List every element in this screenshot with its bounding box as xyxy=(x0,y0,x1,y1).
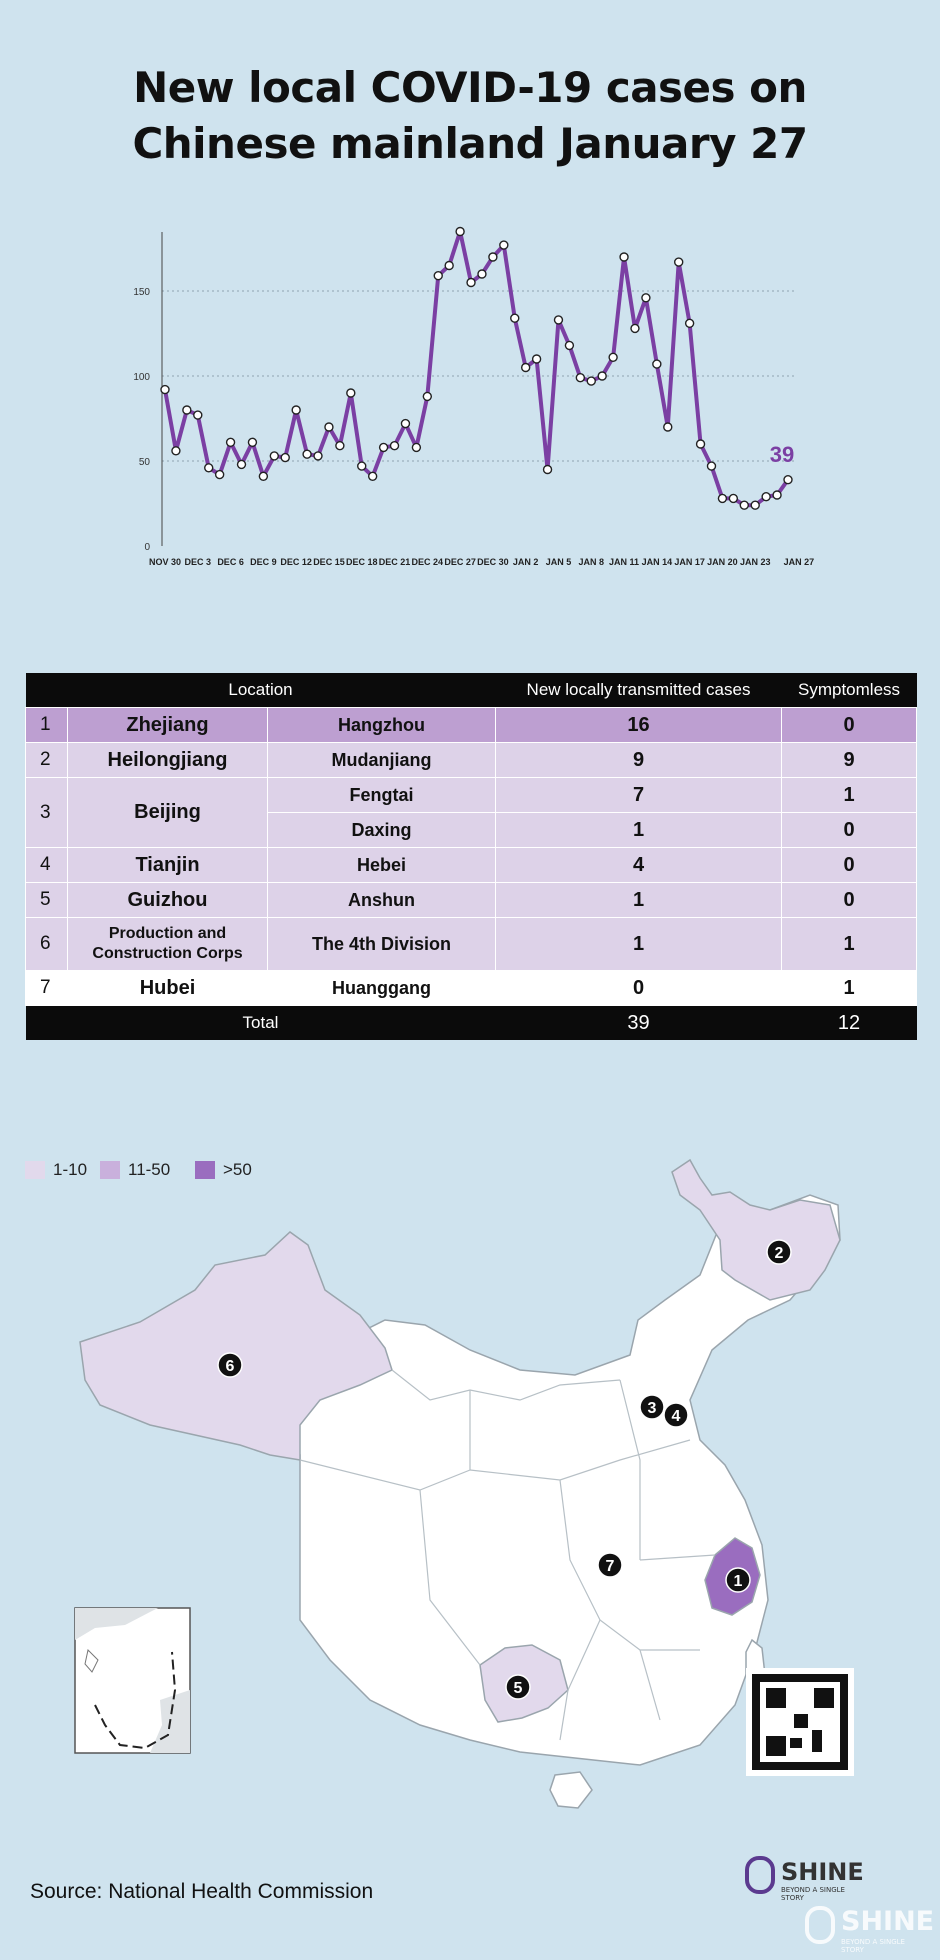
province-line-2: Construction Corps xyxy=(92,945,243,962)
legend-label: 11-50 xyxy=(128,1160,171,1179)
row-province: Guizhou xyxy=(68,883,268,918)
title-line-1: New local COVID-19 cases on xyxy=(133,63,807,112)
row-index: 7 xyxy=(26,971,68,1006)
row-city: Huanggang xyxy=(268,971,496,1006)
x-tick-label: JAN 8 xyxy=(578,557,605,567)
island-hainan xyxy=(550,1772,592,1808)
x-tick-label: JAN 11 xyxy=(609,557,640,567)
row-symptomless: 1 xyxy=(782,918,917,971)
watermark-s-icon xyxy=(805,1906,835,1944)
shine-logo xyxy=(745,1852,865,1902)
logo-word: SHINE xyxy=(781,1858,864,1886)
map-marker-label: 7 xyxy=(605,1558,615,1575)
x-tick-label: DEC 30 xyxy=(477,557,509,567)
shine-watermark xyxy=(805,1900,935,1954)
row-cases: 1 xyxy=(496,918,782,971)
south-china-sea-inset xyxy=(75,1608,190,1753)
row-symptomless: 0 xyxy=(782,813,917,848)
x-tick-label: DEC 12 xyxy=(280,557,312,567)
x-tick-label: JAN 2 xyxy=(512,557,539,567)
title-line-2: Chinese mainland January 27 xyxy=(132,119,808,168)
row-index: 6 xyxy=(26,918,68,971)
header-location: Location xyxy=(26,673,496,708)
y-tick-label: 150 xyxy=(133,287,150,298)
y-tick-label: 50 xyxy=(138,457,150,468)
logo-tagline: BEYOND A SINGLE STORY xyxy=(781,1886,845,1902)
x-tick-label: DEC 9 xyxy=(250,557,277,567)
last-value-label: 39 xyxy=(769,442,795,467)
row-symptomless: 0 xyxy=(782,708,917,743)
header-cases: New locally transmitted cases xyxy=(496,673,782,708)
x-tick-label: DEC 3 xyxy=(184,557,212,567)
row-index: 2 xyxy=(26,743,68,778)
total-label: Total xyxy=(26,1006,496,1041)
map-marker-label: 4 xyxy=(671,1408,681,1425)
row-city: The 4th Division xyxy=(268,918,496,971)
x-tick-label: DEC 18 xyxy=(345,557,378,567)
watermark-tagline: BEYOND A SINGLE STORY xyxy=(841,1938,905,1954)
x-tick-label: JAN 17 xyxy=(674,557,705,567)
x-tick-label: NOV 30 xyxy=(148,557,182,567)
legend-label: 1-10 xyxy=(53,1160,88,1179)
x-tick-label: DEC 24 xyxy=(411,557,444,567)
y-tick-label: 100 xyxy=(133,372,150,383)
row-province: Hubei xyxy=(68,971,268,1006)
row-cases: 9 xyxy=(496,743,782,778)
row-symptomless: 0 xyxy=(782,848,917,883)
x-tick-label: JAN 14 xyxy=(641,557,673,567)
map-marker-label: 6 xyxy=(225,1358,235,1375)
row-city: Mudanjiang xyxy=(268,743,496,778)
row-city: Fengtai xyxy=(268,778,496,813)
x-tick-label: JAN 5 xyxy=(545,557,572,567)
row-city: Anshun xyxy=(268,883,496,918)
header-symptomless: Symptomless xyxy=(782,673,917,708)
qr-code xyxy=(746,1668,854,1776)
row-symptomless: 1 xyxy=(782,778,917,813)
map-marker-label: 5 xyxy=(513,1680,523,1697)
row-symptomless: 0 xyxy=(782,883,917,918)
x-tick-label: JAN 23 xyxy=(739,557,771,567)
row-city: Daxing xyxy=(268,813,496,848)
row-symptomless: 1 xyxy=(782,971,917,1006)
row-cases: 7 xyxy=(496,778,782,813)
row-index: 4 xyxy=(26,848,68,883)
source-note: Source: National Health Commission xyxy=(30,1880,374,1903)
map-marker-label: 3 xyxy=(647,1400,657,1417)
row-province: Heilongjiang xyxy=(68,743,268,778)
x-tick-label: DEC 15 xyxy=(313,557,345,567)
row-cases: 4 xyxy=(496,848,782,883)
x-tick-label: JAN 27 xyxy=(783,557,815,567)
row-cases: 16 xyxy=(496,708,782,743)
row-province: Zhejiang xyxy=(68,708,268,743)
row-index: 5 xyxy=(26,883,68,918)
province-line-1: Production and xyxy=(108,925,227,942)
legend-label: >50 xyxy=(223,1160,252,1179)
row-city: Hebei xyxy=(268,848,496,883)
row-province: Beijing xyxy=(68,778,268,848)
watermark-word: SHINE xyxy=(841,1906,935,1937)
x-tick-label: DEC 6 xyxy=(217,557,244,567)
map-marker-label: 2 xyxy=(774,1245,784,1262)
row-index: 3 xyxy=(26,778,68,848)
logo-s-icon xyxy=(745,1856,775,1894)
x-tick-label: DEC 21 xyxy=(378,557,411,567)
row-province: Tianjin xyxy=(68,848,268,883)
total-symptomless: 12 xyxy=(782,1006,917,1041)
row-cases: 1 xyxy=(496,813,782,848)
row-cases: 1 xyxy=(496,883,782,918)
row-city: Hangzhou xyxy=(268,708,496,743)
map-marker-label: 1 xyxy=(733,1573,743,1590)
row-cases: 0 xyxy=(496,971,782,1006)
x-tick-label: DEC 27 xyxy=(444,557,476,567)
row-index: 1 xyxy=(26,708,68,743)
total-cases: 39 xyxy=(496,1006,782,1041)
row-symptomless: 9 xyxy=(782,743,917,778)
x-tick-label: JAN 20 xyxy=(707,557,738,567)
y-tick-label: 0 xyxy=(144,542,150,553)
